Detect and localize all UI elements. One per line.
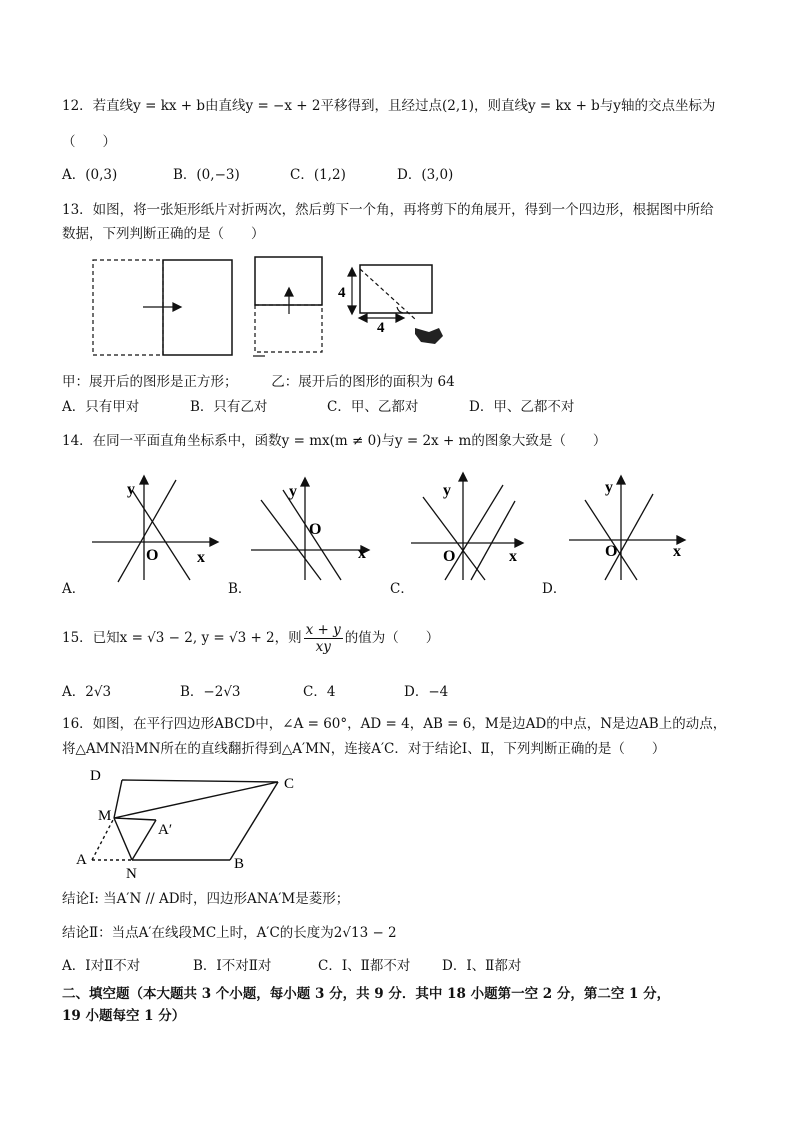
point-c-label: C <box>284 776 295 792</box>
x-axis-label: x <box>509 548 517 565</box>
q15-fraction-numerator: x + y <box>305 622 341 638</box>
q14-graph-a <box>82 470 222 585</box>
q15-fraction-denominator: xy <box>315 639 331 655</box>
x-axis-label: x <box>358 545 366 562</box>
point-n-label: N <box>126 866 137 882</box>
q15-fraction <box>304 622 343 655</box>
q13-label-width: 4 <box>377 320 385 336</box>
q13-stem-line2: 数据，下列判断正确的是（ ） <box>62 226 265 242</box>
y-axis-label: y <box>605 479 613 496</box>
scissors-icon <box>415 328 443 344</box>
q16-parallelogram-figure <box>70 768 310 880</box>
q13-paper-rect-3 <box>360 265 432 313</box>
q13-label-height: 4 <box>338 285 346 301</box>
y-axis-label: y <box>289 483 297 500</box>
q14-graph-d <box>565 470 700 585</box>
q12-option-a: A．(0,3) <box>62 167 118 183</box>
y-axis-label: y <box>443 482 451 499</box>
q16-conclusion-2: 结论Ⅱ：当点A′在线段MC上时，A′C的长度为2√13 − 2 <box>62 925 397 941</box>
q15-stem <box>62 622 439 655</box>
q16-conclusion-1: 结论Ⅰ: 当A′N // AD时，四边形ANA′M是菱形； <box>62 891 350 907</box>
q15-option-b: B．−2√3 <box>180 684 241 700</box>
q16-option-d: D．Ⅰ、Ⅱ都对 <box>442 958 522 974</box>
q16-stem-line2: 将△AMN沿MN所在的直线翻折得到△A′MN，连接A′C．对于结论Ⅰ、Ⅱ，下列判断正确的是（ ） <box>62 741 666 757</box>
q14-option-d: D． <box>542 581 567 597</box>
origin-label: O <box>443 548 456 565</box>
x-axis-label: x <box>673 543 681 560</box>
q14-graph-c <box>405 465 540 585</box>
q14-option-c: C． <box>390 581 414 597</box>
q15-option-d: D．−4 <box>404 684 449 700</box>
y-axis-label: y <box>127 481 135 498</box>
x-axis-label: x <box>197 549 205 566</box>
q13-option-d: D．甲、乙都不对 <box>469 399 575 415</box>
q12-stem: 12．若直线y = kx + b由直线y = −x + 2平移得到，且经过点(2,1)，则直线y = kx + b与y轴的交点坐标为 <box>62 98 716 114</box>
q12-option-b: B．(0,−3) <box>173 167 240 183</box>
q13-stem-line1: 13．如图，将一张矩形纸片对折两次，然后剪下一个角，再将剪下的角展开，得到一个四边形，根据图中所给 <box>62 202 714 218</box>
q14-option-a: A． <box>62 581 86 597</box>
q16-stem-line1: 16．如图，在平行四边形ABCD中，∠A = 60°，AD = 4，AB = 6，M是边AD的中点，N是边AB上的动点， <box>62 716 727 732</box>
q14-graph-b <box>243 470 383 585</box>
q13-option-a: A．只有甲对 <box>62 399 140 415</box>
q15-option-c: C．4 <box>303 684 336 700</box>
q15-option-a: A．2√3 <box>62 684 112 700</box>
point-b-label: B <box>234 856 245 872</box>
q13-option-c: C．甲、乙都对 <box>327 399 419 415</box>
point-m-label: M <box>98 808 112 824</box>
q14-option-b: B． <box>228 581 252 597</box>
origin-label: O <box>146 547 159 564</box>
origin-label: O <box>309 521 322 538</box>
q13-statement: 甲：展开后的图形是正方形； 乙：展开后的图形的面积为 64 <box>62 374 455 390</box>
section2-heading-line1: 二、填空题（本大题共 3 个小题，每小题 3 分，共 9 分．其中 18 小题第一空 2 分，第二空 1 分， <box>62 986 671 1002</box>
q16-option-b: B．Ⅰ不对Ⅱ对 <box>193 958 272 974</box>
q13-figure <box>85 252 465 367</box>
q16-option-c: C．Ⅰ、Ⅱ都不对 <box>318 958 411 974</box>
origin-label: O <box>605 543 618 560</box>
section2-heading-line2: 19 小题每空 1 分） <box>62 1008 186 1024</box>
q12-option-c: C．(1,2) <box>290 167 346 183</box>
q16-option-a: A．Ⅰ对Ⅱ不对 <box>62 958 141 974</box>
q12-option-d: D．(3,0) <box>397 167 454 183</box>
point-a-label: A <box>76 852 87 868</box>
point-d-label: D <box>90 768 101 784</box>
point-a-prime-label: A′ <box>158 822 173 838</box>
q14-stem: 14．在同一平面直角坐标系中，函数y = mx(m ≠ 0)与y = 2x + m的图象大致是（ ） <box>62 433 607 449</box>
q15-stem-pre: 15．已知x = √3 − 2, y = √3 + 2，则 <box>62 630 302 646</box>
q12-answer-paren: （ ） <box>62 134 116 150</box>
q13-cut-line <box>360 269 415 319</box>
q15-stem-post: 的值为（ ） <box>344 630 440 646</box>
q13-option-b: B．只有乙对 <box>190 399 268 415</box>
